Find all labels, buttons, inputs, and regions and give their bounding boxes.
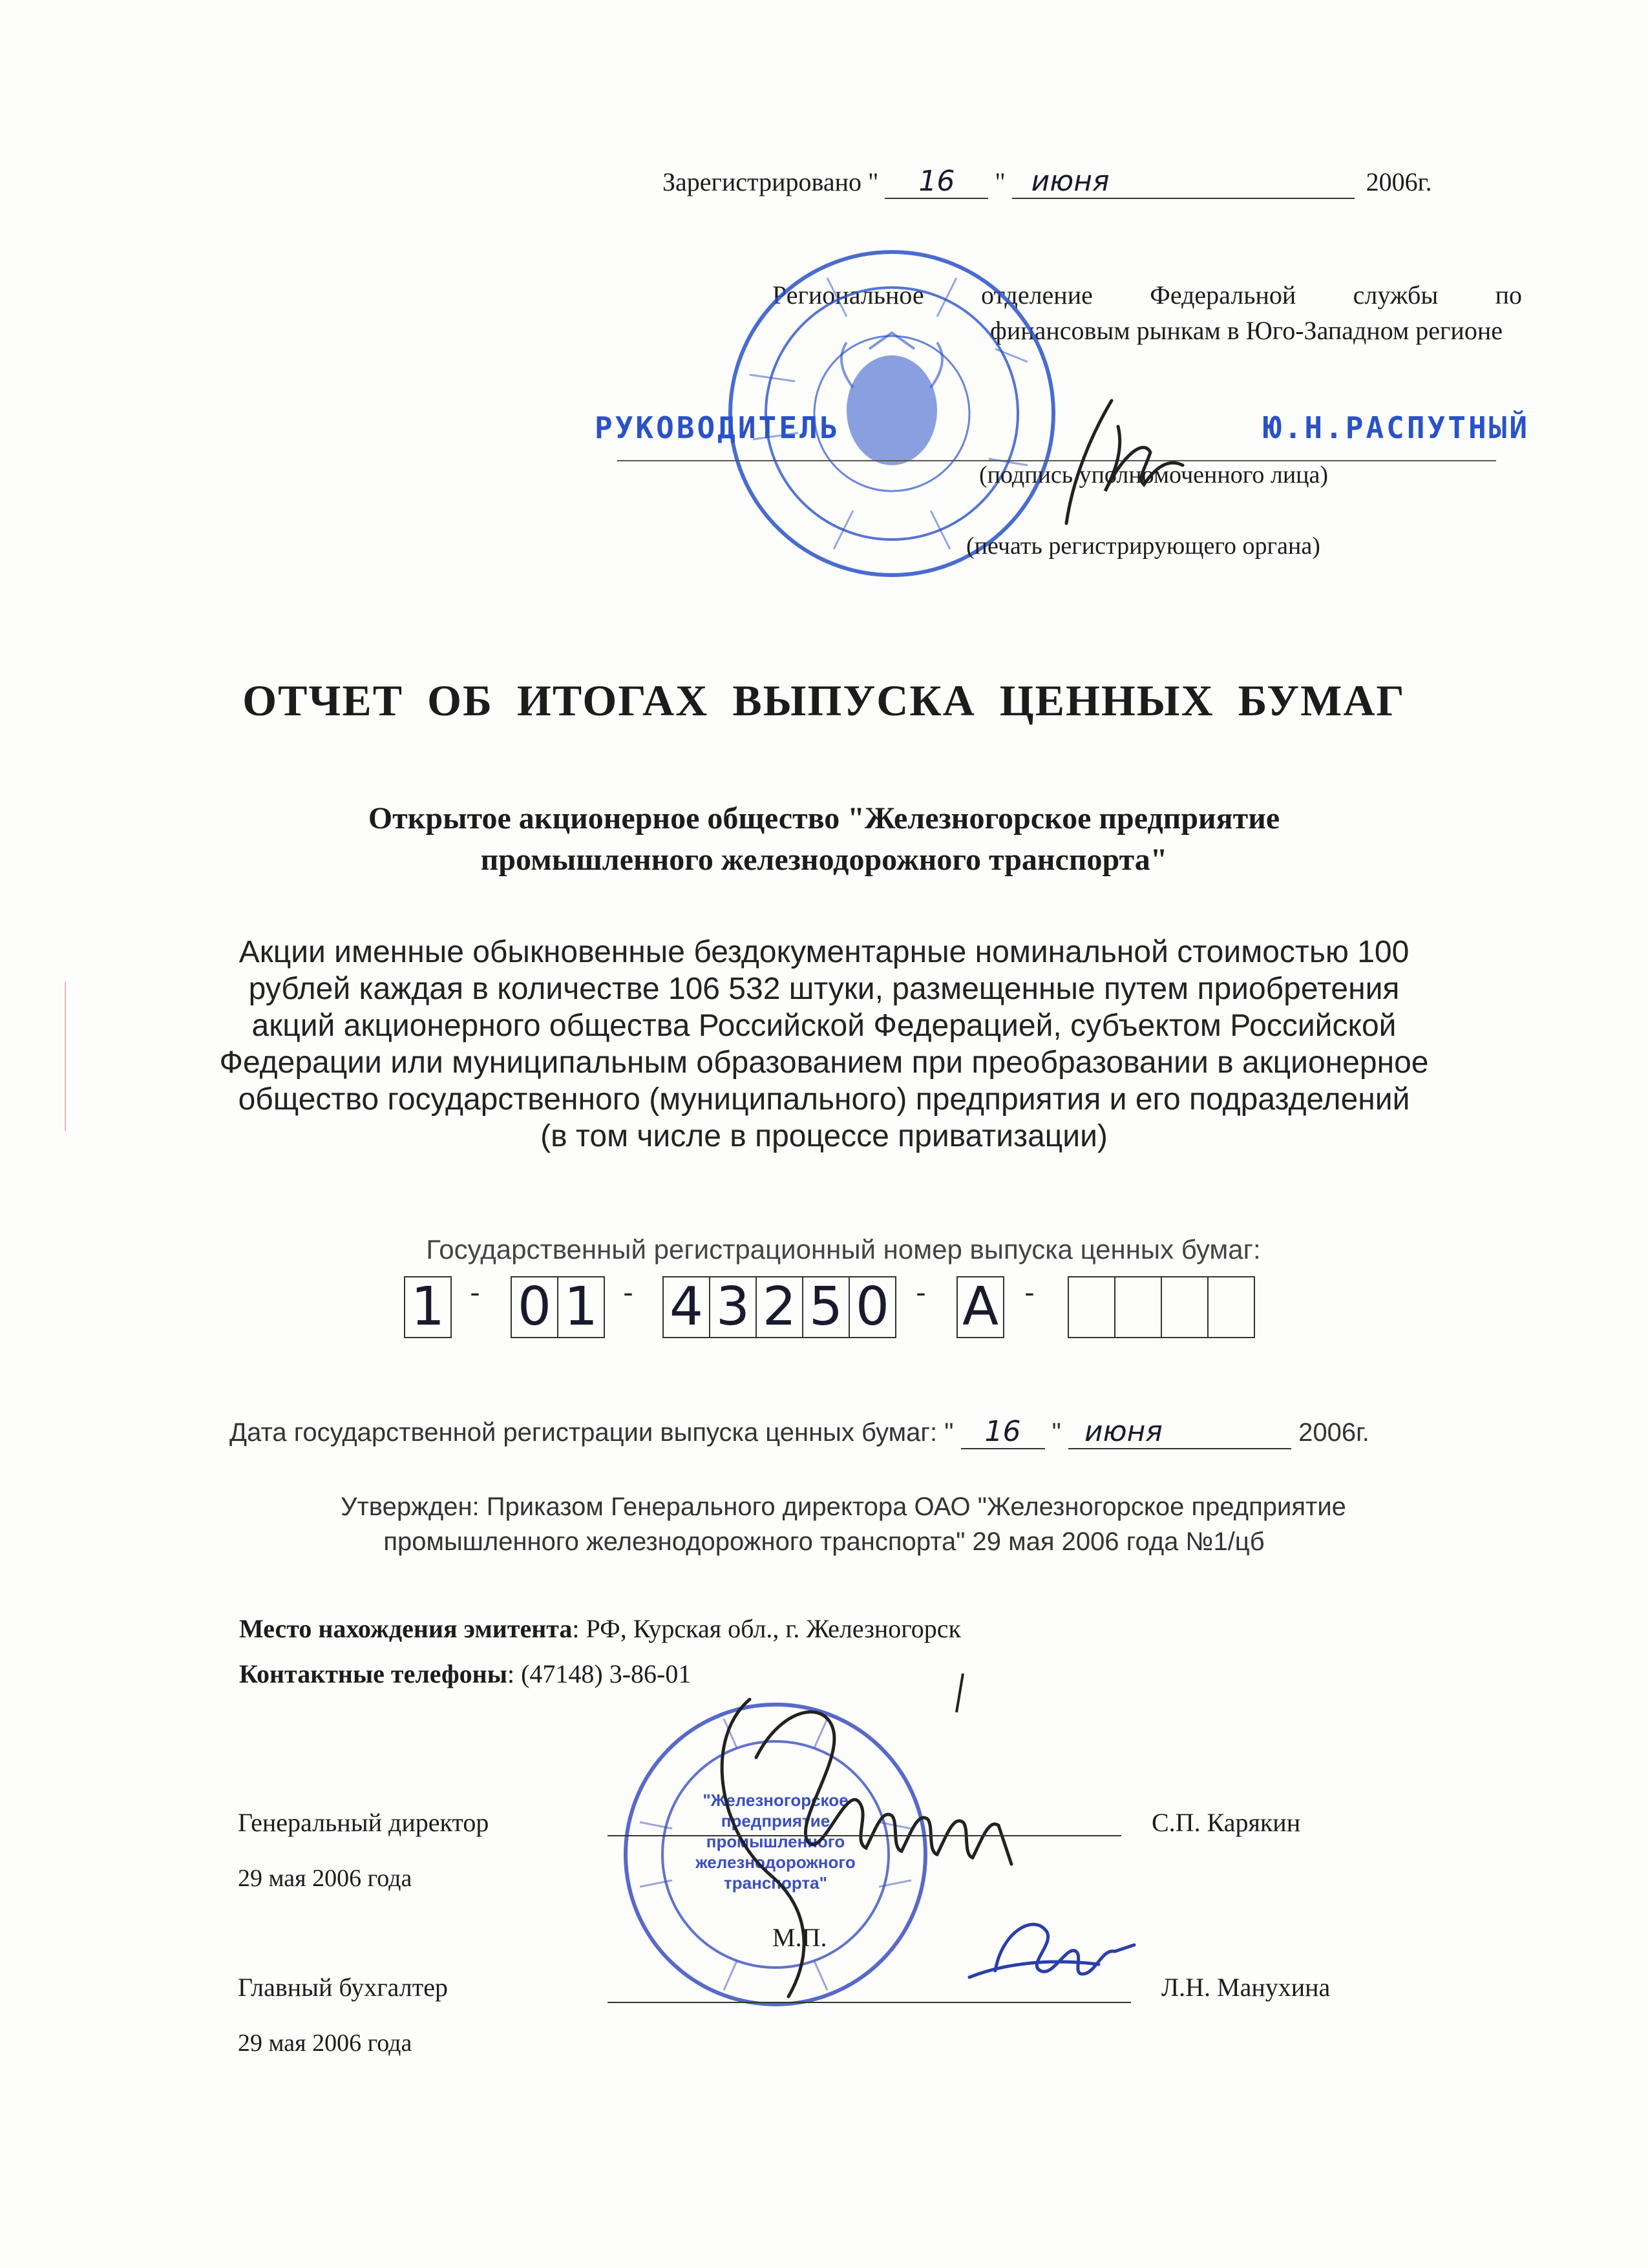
director-title: Генеральный директор bbox=[238, 1808, 489, 1837]
reg-number-dash: - bbox=[623, 1276, 633, 1308]
accountant-date: 29 мая 2006 года bbox=[238, 2030, 412, 2057]
reg-number-cell: 4 bbox=[662, 1276, 710, 1338]
registration-authority-line1: Региональное отделение Федеральной службы по bbox=[772, 280, 1522, 310]
reg-number-cell bbox=[1207, 1276, 1255, 1338]
stamp-role: РУКОВОДИТЕЛЬ bbox=[595, 410, 841, 445]
seal-text-line: "Железногорское bbox=[703, 1790, 849, 1810]
description-line: акций акционерного общества Российской Федерацией, субъектом Российской bbox=[251, 1009, 1397, 1043]
description-line: общество государственного (муниципального) предприятия и его подразделений bbox=[238, 1082, 1410, 1117]
reg-date-year: 2006г. bbox=[1298, 1418, 1369, 1447]
signature-caption: (подпись уполномоченного лица) bbox=[979, 461, 1329, 488]
reg-number-dash: - bbox=[470, 1276, 480, 1308]
seal-caption: (печать регистрирующего органа) bbox=[966, 532, 1320, 560]
reg-number-cell bbox=[1068, 1276, 1115, 1338]
reg-number-cell: 0 bbox=[849, 1276, 896, 1338]
reg-number-dash: - bbox=[916, 1276, 926, 1308]
margin-mark bbox=[65, 982, 66, 1131]
reg-number-label: Государственный регистрационный номер выпуска ценных бумаг: bbox=[426, 1234, 1261, 1265]
registration-day: 16 bbox=[918, 165, 955, 198]
description-line: рублей каждая в количестве 106 532 штуки, размещенные путем приобретения bbox=[248, 972, 1400, 1006]
registration-header bbox=[662, 165, 1516, 204]
accountant-signature bbox=[956, 1900, 1150, 2003]
issuer-phone bbox=[239, 1659, 691, 1689]
registration-prefix: Зарегистрировано " bbox=[662, 167, 879, 196]
seal-place-mark: М.П. bbox=[772, 1923, 827, 1952]
reg-number-cell bbox=[1114, 1276, 1162, 1338]
reg-number-cell: 1 bbox=[557, 1276, 605, 1338]
seal-text-line: транспорта" bbox=[724, 1873, 827, 1893]
registration-year: 2006г. bbox=[1366, 167, 1432, 196]
company-name-line2: промышленного железнодорожного транспорта" bbox=[480, 843, 1168, 877]
accountant-signature-line bbox=[607, 2002, 1131, 2003]
company-name-line1: Открытое акционерное общество "Железногорское предприятие bbox=[368, 801, 1280, 835]
approval-line1: Утвержден: Приказом Генерального директора ОАО "Железногорское предприятие bbox=[341, 1493, 1346, 1521]
reg-number-cell: 1 bbox=[404, 1276, 452, 1338]
reg-date-day: 16 bbox=[984, 1415, 1021, 1448]
reg-date-day-field bbox=[961, 1415, 1045, 1449]
reg-number-cell: 5 bbox=[802, 1276, 850, 1338]
issuer-location bbox=[239, 1613, 961, 1644]
reg-date-month: июня bbox=[1084, 1415, 1163, 1448]
director-signature-line bbox=[607, 1835, 1121, 1836]
seal-text-line: железнодорожного bbox=[695, 1853, 856, 1872]
seal-text-line: предприятие bbox=[721, 1811, 830, 1831]
issuer-location-label: Место нахождения эмитента bbox=[239, 1614, 573, 1643]
reg-number-cell: А bbox=[956, 1276, 1004, 1338]
reg-date-prefix: Дата государственной регистрации выпуска ценных бумаг: " bbox=[229, 1418, 954, 1447]
director-name: С.П. Карякин bbox=[1152, 1808, 1301, 1837]
reg-date-sep: " bbox=[1051, 1418, 1061, 1447]
reg-number-cell: 3 bbox=[709, 1276, 757, 1338]
director-date: 29 мая 2006 года bbox=[238, 1865, 412, 1892]
registration-sep: " bbox=[995, 167, 1006, 196]
reg-date bbox=[229, 1415, 1522, 1449]
reg-number-dash: - bbox=[1024, 1276, 1035, 1308]
company-name bbox=[0, 798, 1648, 881]
seal-text-line: промышленного bbox=[706, 1832, 845, 1851]
registration-authority-line2: финансовым рынкам в Юго-Западном регионе bbox=[989, 316, 1503, 345]
accountant-name: Л.Н. Манухина bbox=[1161, 1973, 1331, 2002]
issuer-phone-value: : (47148) 3-86-01 bbox=[507, 1659, 692, 1688]
issuer-location-value: : РФ, Курская обл., г. Железногорск bbox=[572, 1614, 961, 1643]
reg-number-cell: 0 bbox=[511, 1276, 558, 1338]
description-line: Акции именные обыкновенные бездокументарные номинальной стоимостью 100 bbox=[238, 935, 1410, 969]
accountant-title: Главный бухгалтер bbox=[238, 1973, 448, 2002]
registration-day-field bbox=[885, 165, 988, 199]
issuer-phone-label: Контактные телефоны bbox=[239, 1659, 507, 1688]
document-title: ОТЧЕТ ОБ ИТОГАХ ВЫПУСКА ЦЕННЫХ БУМАГ bbox=[242, 676, 1406, 725]
description-line: Федерации или муниципальным образованием при преобразовании в акционерное bbox=[219, 1045, 1429, 1080]
reg-date-month-field bbox=[1068, 1415, 1291, 1449]
description-line: (в том числе в процессе приватизации) bbox=[540, 1119, 1108, 1153]
securities-description bbox=[0, 934, 1648, 1155]
approval-line2: промышленного железнодорожного транспорта" 29 мая 2006 года №1/цб bbox=[383, 1528, 1265, 1556]
reg-number-cell: 2 bbox=[755, 1276, 803, 1338]
stamp-name: Ю.Н.РАСПУТНЫЙ bbox=[1263, 410, 1530, 445]
reg-number-cell bbox=[1161, 1276, 1209, 1338]
approval bbox=[0, 1489, 1648, 1559]
registration-month: июня bbox=[1031, 165, 1110, 198]
registration-signature bbox=[1034, 375, 1209, 536]
registration-month-field bbox=[1012, 165, 1355, 199]
